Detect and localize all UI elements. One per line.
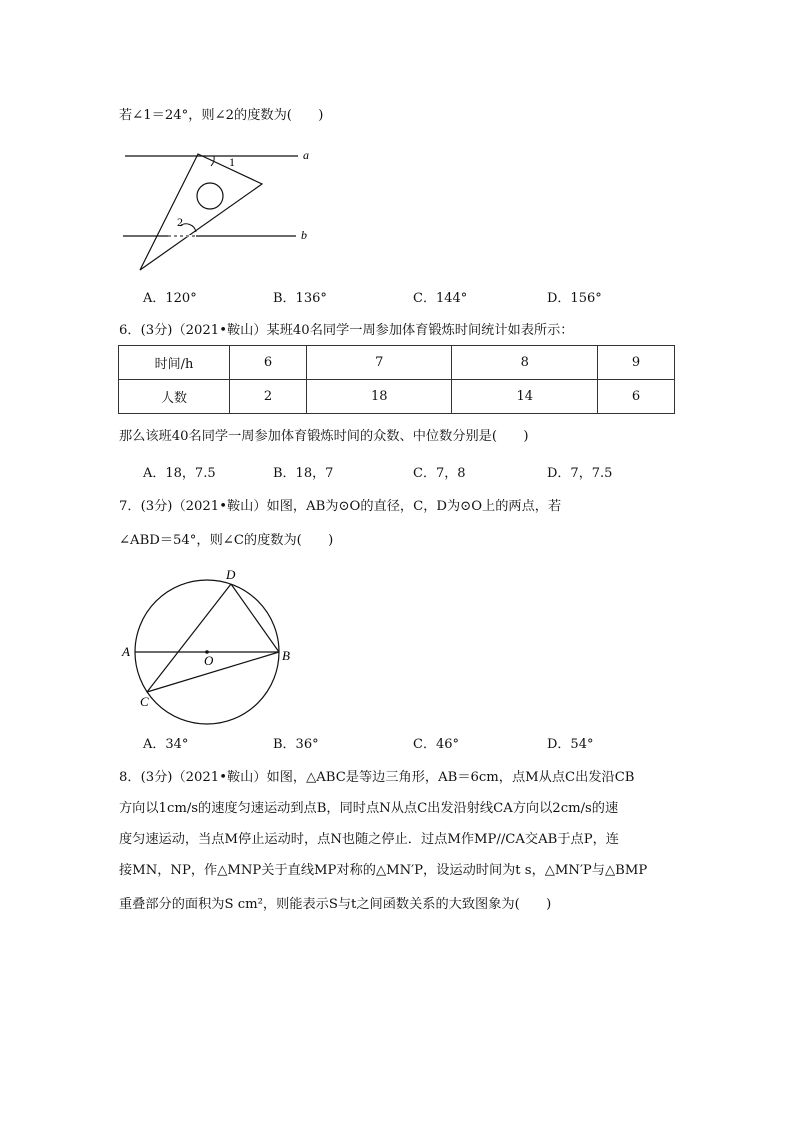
q8-line1: 8．(3分)（2021•鞍山）如图，△ABC是等边三角形，AB＝6cm，点M从点C出发沿CB: [119, 770, 635, 785]
q5-option-a[interactable]: A．120°: [143, 291, 197, 306]
q7-figure: [118, 565, 298, 727]
table-header-time: 时间/h: [119, 346, 230, 380]
table-cell: 9: [598, 346, 675, 380]
table-cell: 6: [230, 346, 307, 380]
q5-figure: [118, 140, 318, 275]
q5-stem: 若∠1＝24°，则∠2的度数为( ): [119, 108, 324, 123]
label-o: O: [204, 653, 214, 668]
table-cell: 18: [306, 380, 452, 414]
segment-cd: [147, 584, 231, 692]
triangle-ruler: [140, 154, 262, 270]
label-d: D: [226, 567, 236, 582]
q6-question: 那么该班40名同学一周参加体育锻炼时间的众数、中位数分别是( ): [119, 429, 529, 444]
q6-option-d[interactable]: D．7，7.5: [547, 466, 613, 481]
q5-option-c[interactable]: C．144°: [413, 291, 468, 306]
q7-line1: 7．(3分)（2021•鞍山）如图，AB为⊙O的直径，C，D为⊙O上的两点，若: [119, 499, 562, 514]
table-header-count: 人数: [119, 380, 230, 414]
table-cell: 6: [598, 380, 675, 414]
q7-option-d[interactable]: D．54°: [547, 737, 594, 752]
q7-option-c[interactable]: C．46°: [413, 737, 459, 752]
angle2-label: 2: [177, 215, 183, 229]
label-a: A: [122, 644, 130, 659]
q8-line2: 方向以1cm/s的速度匀速运动到点B，同时点N从点C出发沿射线CA方向以2cm/s的速: [119, 801, 619, 816]
q8-line5: 重叠部分的面积为S cm²，则能表示S与t之间函数关系的大致图象为( ): [119, 897, 552, 912]
q7-option-a[interactable]: A．34°: [143, 737, 189, 752]
table-cell: 14: [452, 380, 598, 414]
table-row: [119, 346, 675, 380]
table-cell: 2: [230, 380, 307, 414]
ruler-hole: [197, 183, 223, 209]
label-c: C: [140, 694, 149, 709]
q7-line2: ∠ABD＝54°，则∠C的度数为( ): [119, 533, 334, 548]
q6-stem: 6．(3分)（2021•鞍山）某班40名同学一周参加体育锻炼时间统计如表所示：: [119, 323, 574, 338]
table-cell: 7: [306, 346, 452, 380]
angle1-label: 1: [229, 155, 235, 169]
q5-option-d[interactable]: D．156°: [547, 291, 602, 306]
q7-option-b[interactable]: B．36°: [273, 737, 319, 752]
line-a-label: a: [303, 148, 309, 162]
segment-db: [231, 584, 279, 652]
table-cell: 8: [452, 346, 598, 380]
q6-option-a[interactable]: A．18，7.5: [143, 466, 216, 481]
q6-option-c[interactable]: C．7，8: [413, 466, 466, 481]
q8-line3: 度匀速运动，当点M停止运动时，点N也随之停止．过点M作MP//CA交AB于点P，连: [119, 832, 619, 847]
line-b-label: b: [301, 228, 307, 242]
q6-option-b[interactable]: B．18，7: [273, 466, 334, 481]
table-row: [119, 380, 675, 414]
q5-option-b[interactable]: B．136°: [273, 291, 327, 306]
q8-line4: 接MN，NP，作△MNP关于直线MP对称的△MN′P，设运动时间为t s，△MN′P与△BMP: [119, 863, 648, 878]
q6-table: [118, 345, 675, 414]
label-b: B: [282, 648, 290, 663]
